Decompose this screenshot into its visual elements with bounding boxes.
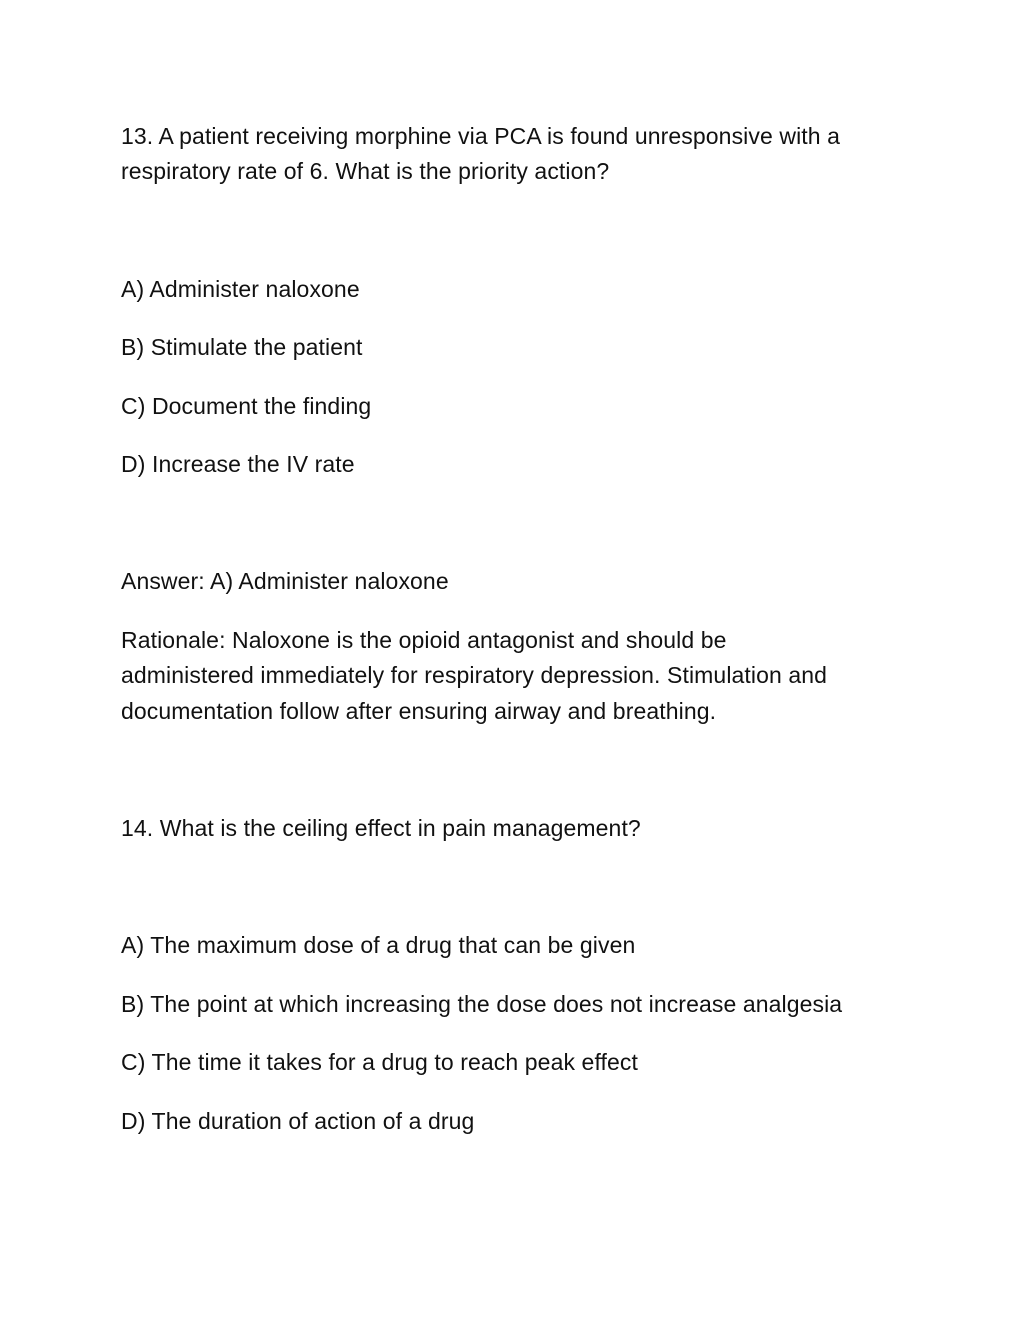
question-13-stem-line-1: 13. A patient receiving morphine via PCA is found unresponsive with a xyxy=(121,123,841,149)
question-13-option-a: A) Administer naloxone xyxy=(121,276,360,302)
question-14-option-b: B) The point at which increasing the dose does not increase analgesia xyxy=(121,991,843,1017)
question-13-option-b: B) Stimulate the patient xyxy=(121,334,363,360)
question-14-option-c: C) The time it takes for a drug to reach peak effect xyxy=(121,1049,638,1075)
question-13-rationale-line-1: Rationale: Naloxone is the opioid antagonist and should be xyxy=(121,627,727,653)
question-13-rationale-line-3: documentation follow after ensuring airway and breathing. xyxy=(121,698,717,724)
question-14-option-d: D) The duration of action of a drug xyxy=(121,1108,475,1134)
question-13-stem-line-2: respiratory rate of 6. What is the priority action? xyxy=(121,158,610,184)
question-14-option-a: A) The maximum dose of a drug that can be given xyxy=(121,932,636,958)
question-13-answer: Answer: A) Administer naloxone xyxy=(121,568,449,594)
question-13-rationale-line-2: administered immediately for respiratory depression. Stimulation and xyxy=(121,662,828,688)
question-13-option-d: D) Increase the IV rate xyxy=(121,451,355,477)
question-13-option-c: C) Document the finding xyxy=(121,393,372,419)
question-14-stem-line-1: 14. What is the ceiling effect in pain management? xyxy=(121,815,641,841)
